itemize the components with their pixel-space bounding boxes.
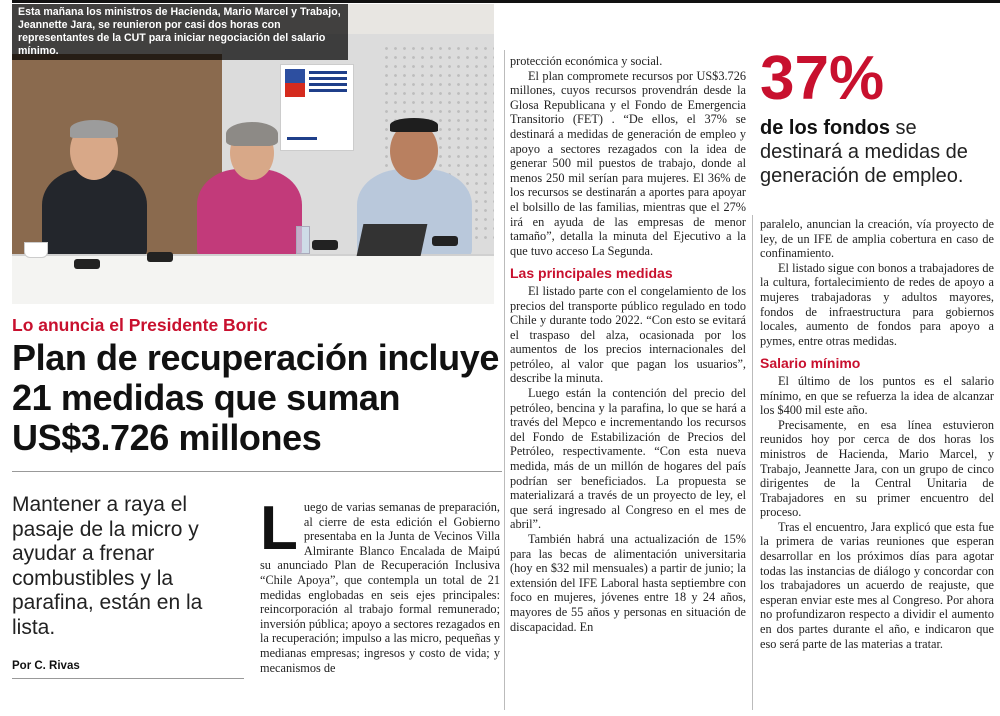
minister-jara-hair [226, 122, 278, 146]
water-glass-icon [296, 226, 310, 254]
body-paragraph [260, 494, 500, 675]
top-rule [12, 0, 1000, 3]
photo-caption: Esta mañana los ministros de Hacienda, Mario Marcel y Trabajo, Jeannette Jara, se reunieron por casi dos horas con representantes de la CUT para iniciar negociación del salario mínimo. [18, 6, 341, 57]
headline: Plan de recuperación incluye 21 medidas que suman US$3.726 millones [12, 337, 499, 458]
microphone-icon [432, 236, 458, 246]
body-paragraph: También habrá una actualización de 15% para las becas de alimentación universitaria (hoy en $32 mil mensuales) a partir de junio; la extensión del IFE Laboral hasta septiembre con foco en mujeres, jóvenes entre 18 y 24 años, mayores de 55 años y personas en situación de discapacidad. En [510, 532, 746, 634]
pullquote-figure: 37% [760, 44, 885, 113]
news-photo [12, 4, 494, 304]
pullquote-bold: de los fondos [760, 117, 890, 139]
body-column-2 [510, 54, 746, 634]
microphone-icon [147, 252, 173, 262]
third-person-hair [390, 118, 438, 132]
column-divider [752, 215, 753, 710]
drop-cap: L [260, 494, 298, 563]
body-paragraph: Luego están la contención del precio del petróleo, bencina y la parafina, lo que se hará a través del Mepco e incrementando los recursos del Fondo de Estabilización de Precios del Petróleo, respectivamente. “Con esta nueva medida, más de un millón de hogares del país podrían ser beneficiados. La propuesta se materializará a través de un proyecto de ley, el que será ingresado al Congreso en el mes de abril”. [510, 386, 746, 532]
kicker: Lo anuncia el Presidente Boric [12, 315, 268, 335]
body-column-3 [760, 217, 994, 651]
cup-icon [24, 242, 48, 258]
subhead-salario-minimo: Salario mínimo [760, 355, 861, 372]
minister-marcel-hair [70, 120, 118, 138]
microphone-icon [74, 259, 100, 269]
microphone-icon [312, 240, 338, 250]
column-divider [504, 50, 505, 710]
deck: Mantener a raya el pasaje de la micro y ayudar a frenar combustibles y la parafina, están en la lista. [12, 493, 203, 639]
banner-text-lines [309, 71, 347, 74]
pullquote-rest: se destinará a medidas de generación de empleo. [760, 117, 968, 187]
body-paragraph: Precisamente, en esa línea estuvieron reunidos hoy por cerca de dos horas los ministros de Hacienda, Mario Marcel, y Trabajo, Jeannette Jara, con un grupo de cinco dirigentes de la Central Unitaria de Trabajadores en su primer encuentro del proceso. [760, 417, 994, 520]
chile-flag-logo [285, 69, 305, 97]
body-text: uego de varias semanas de preparación, al cierre de esta edición el Gobierno presentaba en la Junta de Vecinos Villa Almirante Blanco Encalada de Maipú su anunciado Plan de Recuperación Inclusiva “Chile Apoya”, que contempla un total de 21 medidas englobadas en seis ejes principales: reincorporación al trabajo formal remunerado; inversión pública; apoyo a sectores rezagados en la recuperación; impulso a las micro, pequeñas y medianas empresas; ingresos y costo de vida; y mecanismos de [260, 500, 500, 675]
laptop-icon [357, 224, 428, 256]
subhead-principales-medidas: Las principales medidas [510, 265, 673, 282]
photo-caption-box [12, 4, 348, 60]
ministry-banner [280, 64, 354, 151]
body-paragraph: El listado sigue con bonos a trabajadores de la cultura, fortalecimiento de redes de apoyo a mujeres trabajadoras y adultos mayores, fondos de infraestructura para gobiernos locales, aumento de fondos para apoyo a pymes, entre otras medidas. [760, 260, 994, 348]
banner-footer-line [287, 137, 317, 140]
body-paragraph: Tras el encuentro, Jara explicó que esta fue la primera de varias reuniones que esperan desarrollar en los próximos días para agotar todas las instancias de diálogo y concordar con los trabajadores un acuerdo de reajuste, que esperan enviar este mes al Congreso. Por ahora no profundizaron respecto a dividir el aumento en dos partes durante el año, e indicaron que eso será parte de las materias a tratar. [760, 519, 994, 651]
body-column-1 [260, 494, 500, 675]
byline-rule [12, 678, 244, 679]
pullquote-text [760, 116, 995, 188]
body-paragraph: El listado parte con el congelamiento de los precios del transporte público regulado en todo Chile y durante todo 2022. “Con esto se evitará el traspaso del alza, ocasionada por los aumentos de los precios internacionales del petróleo, al valor que pagan los usuarios”, describe la minuta. [510, 283, 746, 386]
headline-divider [12, 471, 502, 472]
body-paragraph: El último de los puntos es el salario mínimo, en que se refuerza la idea de alcanzar los $400 mil este año. [760, 373, 994, 418]
byline: Por C. Rivas [12, 660, 80, 672]
minister-jara-figure [197, 169, 302, 259]
body-paragraph: El plan compromete recursos por US$3.726 millones, cuyos recursos provendrán desde la Glosa Republicana y el Fondo de Emergencia Transitorio (FET) . “De ellos, el 37% se destinará a medidas de generación de empleo y apoyo a sectores rezagados con la idea de generar 500 mil puestos de trabajo, donde al menos 250 mil serían para mujeres. El 36% de los recursos se destinarán a aportes para apoyar el bolsillo de las familias, mientras que el 27% irá en ayuda de las empresas de menor tamaño”, detalla la minuta del Ejecutivo a la que tuvo acceso La Segunda. [510, 68, 746, 258]
minister-marcel-figure [42, 169, 147, 259]
body-paragraph: paralelo, anuncian la creación, vía proyecto de ley, de un IFE de amplia cobertura en caso de confinamiento. [760, 217, 994, 261]
body-paragraph: protección económica y social. [510, 54, 663, 68]
